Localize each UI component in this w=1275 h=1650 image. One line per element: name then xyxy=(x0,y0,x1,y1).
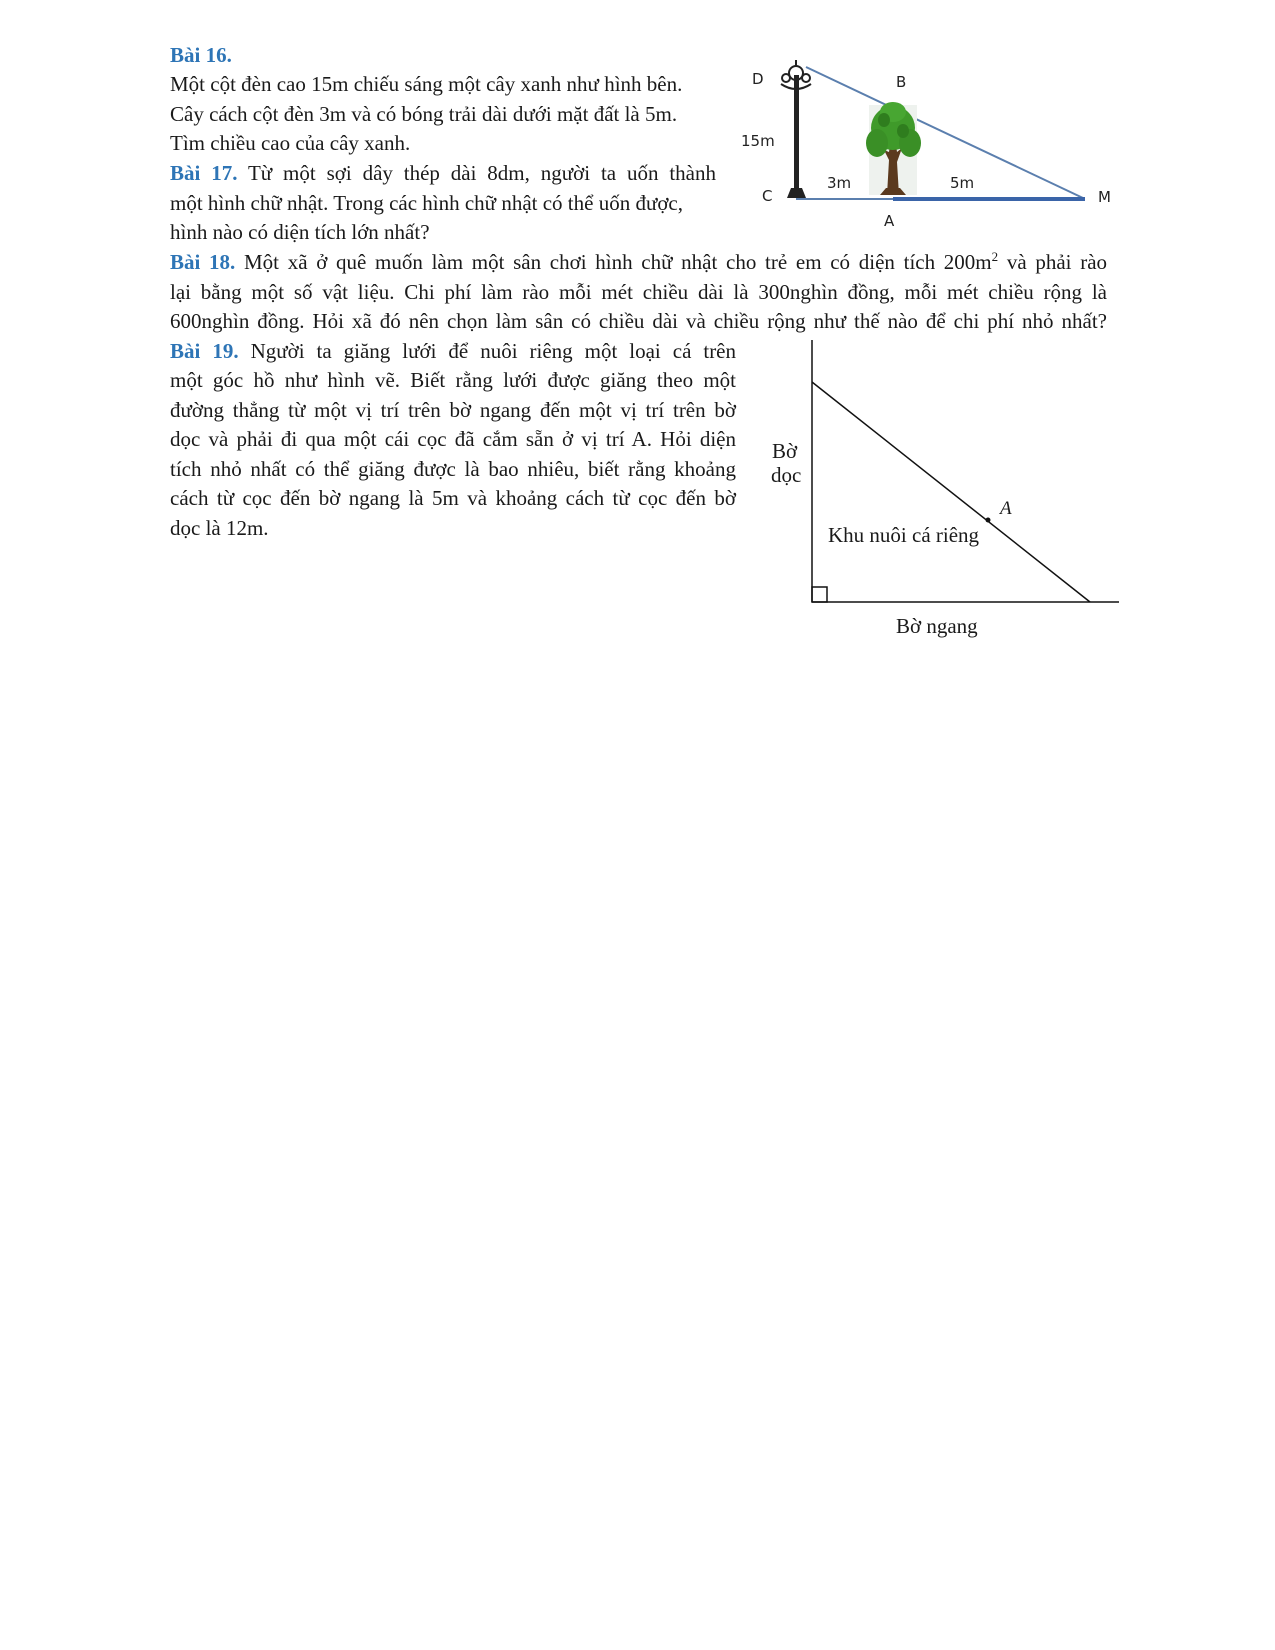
b19-text-1: Người ta giăng lưới để nuôi riêng một loại cá trên xyxy=(250,339,737,363)
b19-line-3: đường thẳng từ một vị trí trên bờ ngang đến một vị trí trên bờ xyxy=(170,398,736,422)
label-right-dist: 5m xyxy=(950,174,975,192)
b16-line-2: Cây cách cột đèn 3m và có bóng trải dài dưới mặt đất là 5m. xyxy=(170,102,678,126)
b16-line-1: Một cột đèn cao 15m chiếu sáng một cây xanh như hình bên. xyxy=(170,72,683,96)
right-angle-mark xyxy=(812,587,827,602)
b16-line-3: Tìm chiều cao của cây xanh. xyxy=(170,131,411,155)
b18-superscript: 2 xyxy=(991,249,999,264)
b18-label: Bài 18. xyxy=(170,250,236,274)
label-C: C xyxy=(762,187,773,205)
b16-label: Bài 16. xyxy=(170,43,232,67)
b19-line-5: tích nhỏ nhất có thể giăng được là bao nhiêu, biết rằng khoảng xyxy=(170,457,736,481)
b18-line-2: lại bằng một số vật liệu. Chi phí làm rào mỗi mét chiều dài là 300nghìn đồng, mỗi mét chiều rộng là xyxy=(170,280,1107,304)
b19-line-7: dọc là 12m. xyxy=(170,516,269,540)
label-M: M xyxy=(1098,188,1111,206)
b17-line-2: một hình chữ nhật. Trong các hình chữ nhật có thể uốn được, xyxy=(170,191,684,215)
label-D: D xyxy=(752,70,764,88)
b19-line-4: dọc và phải đi qua một cái cọc đã cắm sẵn ở vị trí A. Hỏi diện xyxy=(170,427,736,451)
label-A: A xyxy=(884,212,895,230)
point-A-label: A xyxy=(1000,498,1012,519)
bo-ngang-label: Bờ ngang xyxy=(896,614,978,638)
b18-line-3: 600nghìn đồng. Hỏi xã đó nên chọn làm sân có chiều dài và chiều rộng như thế nào để chi phí nhỏ nhất? xyxy=(170,309,1107,333)
b17-text-1: Từ một sợi dây thép dài 8dm, người ta uốn thành xyxy=(247,161,717,185)
label-B: B xyxy=(896,73,907,91)
b19-line-6: cách từ cọc đến bờ ngang là 5m và khoảng cách từ cọc đến bờ xyxy=(170,486,736,510)
bo-doc-label-2: dọc xyxy=(771,463,802,487)
b17-label: Bài 17. xyxy=(170,161,238,185)
label-height: 15m xyxy=(741,132,775,150)
b19-line-2: một góc hồ như hình vẽ. Biết rằng lưới được giăng theo một xyxy=(170,368,736,392)
label-left-dist: 3m xyxy=(827,174,852,192)
b17-line-3: hình nào có diện tích lớn nhất? xyxy=(170,220,430,244)
area-label: Khu nuôi cá riêng xyxy=(828,523,980,547)
net-line xyxy=(812,382,1090,602)
point-A-dot xyxy=(986,518,991,523)
bo-doc-label-1: Bờ xyxy=(772,439,798,463)
b18-text-1-post: và phải rào xyxy=(998,250,1108,274)
b18-text-1-pre: Một xã ở quê muốn làm một sân chơi hình chữ nhật cho trẻ em có diện tích 200m xyxy=(244,250,992,274)
b19-label: Bài 19. xyxy=(170,339,239,363)
